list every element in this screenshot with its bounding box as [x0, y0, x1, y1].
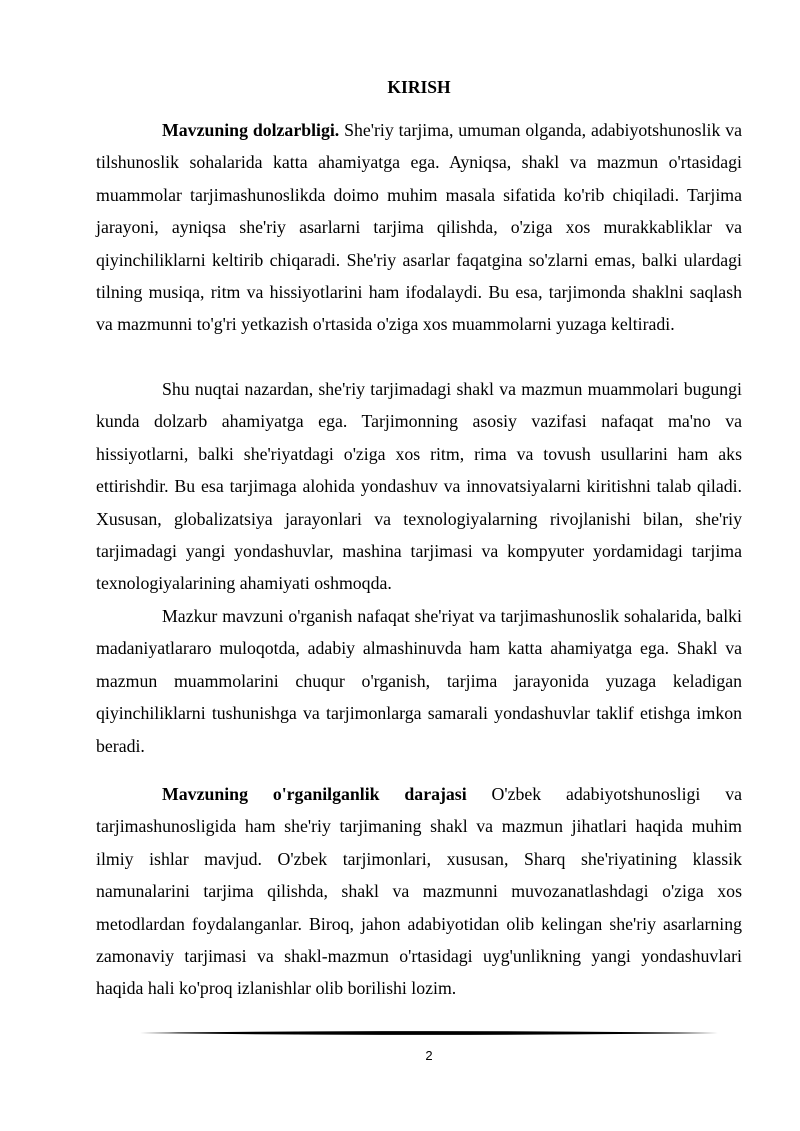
paragraph-lead-relevance: Mavzuning dolzarbligi.	[162, 120, 340, 140]
paragraph-text-relevance: She'riy tarjima, umuman olganda, adabiyotshunoslik va tilshunoslik sohalarida katta ahamiyatga ega. Ayniqsa, shakl va mazmun o'rtasidagi muammolar tarjimashunoslikda doimo muhim masala sifatida ko'rib chiqiladi. Tarjima jarayoni, ayniqsa she'riy asarlarni tarjima qilishda, o'ziga xos murakkabliklar va qiyinchiliklarni keltirib chiqaradi. She'riy asarlar faqatgina so'zlarni emas, balki ulardagi tilning musiqa, ritm va hissiyotlarini ham ifodalaydi. Bu esa, tarjimonda shaklni saqlash va mazmunni to'g'ri yetkazish o'rtasida o'ziga xos muammolarni yuzaga keltiradi.	[96, 120, 742, 335]
paragraph-significance	[96, 600, 742, 762]
section-heading: KIRISH	[387, 77, 451, 97]
paragraph-research-degree	[96, 778, 742, 1005]
paragraph-lead-research-degree: Mavzuning o'rganilganlik darajasi	[162, 784, 467, 804]
page-number: 2	[425, 1048, 433, 1063]
paragraph-viewpoint	[96, 373, 742, 600]
paragraph-text-research-degree: O'zbek adabiyotshunosligi va tarjimashunosligida ham she'riy tarjimaning shakl va mazmun jihatlari haqida muhim ilmiy ishlar mavjud. O'zbek tarjimonlari, xususan, Sharq she'riyatining klassik namunalarini tarjima qilishda, shakl va mazmunni muvozanatlashdagi o'ziga xos metodlardan foydalanganlar. Biroq, jahon adabiyotidan olib kelingan she'riy asarlarning zamonaviy tarjimasi va shakl-mazmun o'rtasidagi uyg'unlikning yangi yondashuvlari haqida hali ko'proq izlanishlar olib borilishi lozim.	[96, 784, 743, 999]
paragraph-relevance	[96, 114, 742, 341]
paragraph-text-significance: Mazkur mavzuni o'rganish nafaqat she'riyat va tarjimashunoslik sohalarida, balki madaniyatlararo muloqotda, adabiy almashinuvda ham katta ahamiyatga ega. Shakl va mazmun muammolarini chuqur o'rganish, tarjima jarayonida yuzaga keladigan qiyinchiliklarni tushunishga va tarjimonlarga samarali yondashuvlar taklif etishga imkon beradi.	[96, 606, 742, 756]
paragraph-text-viewpoint: Shu nuqtai nazardan, she'riy tarjimadagi shakl va mazmun muammolari bugungi kunda dolzarb ahamiyatga ega. Tarjimonning asosiy vazifasi nafaqat ma'no va hissiyotlarni, balki she'riyatdagi o'ziga xos ritm, rima va tovush usullarini ham aks ettirishdir. Bu esa tarjimaga alohida yondashuv va innovatsiyalarni kiritishni talab qiladi. Xususan, globalizatsiya jarayonlari va texnologiyalarning rivojlanishi bilan, she'riy tarjimadagi yangi yondashuvlar, mashina tarjimasi va kompyuter yordamidagi tarjima texnologiyalarining ahamiyati oshmoqda.	[96, 379, 742, 594]
footer-divider	[140, 1026, 718, 1040]
